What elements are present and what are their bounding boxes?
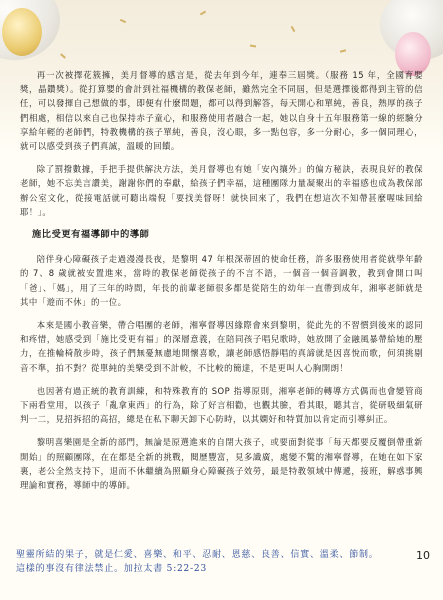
bible-verse-footer: [16, 548, 411, 576]
article-paragraph: 黎明喜樂園是全新的部門，無論是原選進來的自閉大孩子，或要面對從事「每天都要反覆倒帶重新開始」的照顧團隊，在在都是全新的挑戰，閱歷豐富，見多識廣，處變不驚的湘寧督導，在她在如下家裏，老公全然支持下，退而不休繼續為照顧身心障礙孩子效勞，最是特教領域中傳遞，接班，解惑事興理論和實務，導師中的導師。: [20, 437, 423, 491]
section-heading: 施比受更有福導師中的導師: [32, 229, 150, 241]
verse-line: 聖靈所結的果子，就是仁愛、喜樂、和平、忍耐、恩慈、良善、信實、溫柔、節制。: [16, 550, 379, 560]
verse-line: 這樣的事沒有律法禁止。加拉太書 5:22-23: [16, 564, 207, 574]
article-paragraph: 也因著有過正統的教育訓練，和特殊教育的 SOP 指導原則，湘寧老師的轉導方式偶而也會變管商下兩看堂用，以孩子「亂拿東西」的行為，除了好言相勸，也觀其臉，看其眼，聽其言，從研吸細氣研判一二，見招拆招的高招，總是在私下聊天卸下心防時，以其嫻好和特質加以肯定而引導糾正。: [20, 385, 423, 425]
article-paragraph: 除了罰撥數據，手把手提供解決方法，美月督導也有她「安內攘外」的偏方秘訣，表現良好的教保老師，她不忘美言讚美，謝謝你們的奉獻，給孩子們幸福，這種團隊力量凝聚出的幸福感也成為教保部辦公室文化，從接電話就可聽出端倪「要找美督呀！就快回來了，我們在想這次不知帶甚麼喔味回給耶！」。: [20, 164, 423, 217]
article-paragraph: 陪伴身心障礙孩子走過漫漫長夜，是黎明 47 年根深蒂固的使命任務，許多服務使用者從就學年齡的 7、8 歲就被安置進來，當時的教保老師從孩子的不言不語，一個音一個音調教，教到會開口叫「爸」、「媽」，用了三年的時間，年長的前輩老師很多都是從陪生的幼年一直帶到成年，湘寧老師就是其中「遊而不休」的一位。: [20, 254, 423, 307]
article-paragraph: 本來是國小教音樂，帶合唱團的老師，湘寧督導因緣際會來到黎明，從此先的不習慣到後來的認同和疼惜，她感受到「施比受更有福」的深層意義，在陪同孩子唱兒歌時，她放開了金融風暴帶給她的壓力，在推輪椅散步時，孩子們無憂無慮地開懷喜歌，讓老師感悟靜唱的真諦就是因喜悅而歌，何須挑剔音不準，拍不對？從單純的美樂受到不計較，不比較的簡達，不是更叫人心胸開朗！: [20, 320, 423, 373]
page-number: 10: [416, 549, 430, 562]
article-paragraph: 再一次被擇花簇擁，美月督導的感言是，從去年到今年，連奉三屆獎。（服務 15 年，全國育嬰獎，晶鑽獎）。從打算嬰的會計到社福機構的教保老師，雖然完全不同屆，但是選擇後都得到主管的信任，可以發揮自己想做的事，即便有什麼問題，都可以得到解答，每天開心和單純，善良，熱厚的孩子們相處，相信以來自己也保持赤子童心，和服務使用者融合一起，她以自身十五年服務第一線的經驗分享給年輕的老師們，特教機構的孩子單純，善良，沒心眼，多一點包容，多一分耐心，多一個同理心，就可以感受到孩子們真誠，溫暖的回饋。: [20, 70, 423, 152]
article-body: [20, 68, 423, 501]
balloon-decoration: [2, 8, 42, 56]
